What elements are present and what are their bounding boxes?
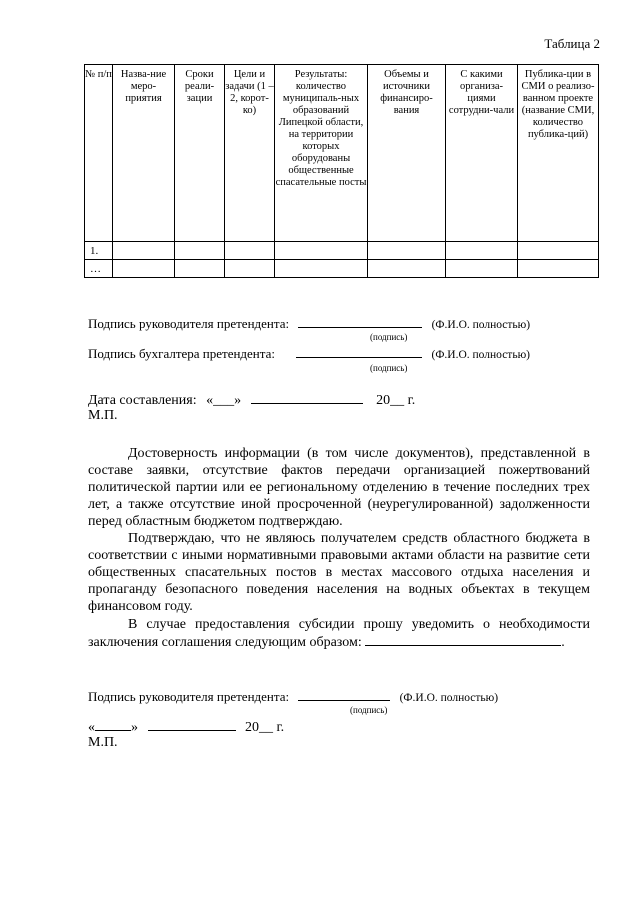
table-cell[interactable]: [275, 260, 368, 278]
accountant-signature-field[interactable]: [296, 345, 422, 358]
report-table: [84, 64, 599, 278]
non-recipient-paragraph: Подтверждаю, что не являюсь получателем средств областного бюджета в соответствии с иными нормативными правовыми актами области на развитие сети общественных спасательных постов в местах массового отдыха населения и пропаганду безопасного поведения населения на водных объектах в текущем финансовом году.: [88, 531, 590, 614]
date-label: Дата составления:: [88, 393, 197, 408]
table-cell[interactable]: [518, 242, 599, 260]
accountant-sign-hint: (подпись): [370, 363, 408, 373]
date-month-field[interactable]: [251, 391, 363, 404]
header-event-name: Назва-ние меро-приятия: [113, 65, 175, 242]
notification-method-field[interactable]: [365, 633, 561, 646]
head-fio-hint: (Ф.И.О. полностью): [431, 319, 531, 331]
table-cell[interactable]: [225, 260, 275, 278]
head-sign-hint: (подпись): [370, 332, 408, 342]
footer-signature-line: [88, 688, 498, 705]
table-row: [85, 260, 599, 278]
table-cell[interactable]: [446, 260, 518, 278]
accountant-signature-line: [88, 345, 530, 362]
date-year: 20__ г.: [376, 393, 416, 408]
footer-sign-hint: (подпись): [350, 705, 388, 715]
table-cell[interactable]: [113, 242, 175, 260]
footer-quote-close: »: [131, 720, 138, 735]
header-number: № п/п: [85, 65, 113, 242]
date-line: [88, 391, 415, 409]
notification-paragraph: В случае предоставления субсидии прошу уведомить о необходимости заключения соглашения следующим образом: .: [88, 617, 590, 650]
table-cell[interactable]: [275, 242, 368, 260]
footer-month-field[interactable]: [148, 718, 236, 731]
head-signature-field[interactable]: [298, 315, 422, 328]
header-partners: С какими организа-циями сотрудни-чали: [446, 65, 518, 242]
table-cell[interactable]: [446, 242, 518, 260]
table-cell[interactable]: …: [85, 260, 113, 278]
head-signature-label: Подпись руководителя претендента:: [88, 316, 290, 331]
footer-signature-label: Подпись руководителя претендента:: [88, 689, 290, 704]
footer-day-field[interactable]: [95, 718, 131, 731]
table-caption: Таблица 2: [544, 36, 600, 51]
header-funding: Объемы и источники финансиро-вания: [368, 65, 446, 242]
table-cell[interactable]: [368, 260, 446, 278]
header-goals: Цели и задачи (1 – 2, корот-ко): [225, 65, 275, 242]
header-results: Результаты: количество муниципаль-ных образований Липецкой области, на территории которых оборудованы общественные спасательные посты: [275, 65, 368, 242]
table-cell[interactable]: 1.: [85, 242, 113, 260]
notification-text: В случае предоставления субсидии прошу уведомить о необходимости заключения соглашения следующим образом:: [88, 617, 590, 650]
footer-signature-field[interactable]: [298, 688, 390, 701]
table-cell[interactable]: [175, 242, 225, 260]
head-signature-line: [88, 315, 530, 332]
header-publications: Публика-ции в СМИ о реализо-ванном проекте (название СМИ, количество публика-ций): [518, 65, 599, 242]
accountant-fio-hint: (Ф.И.О. полностью): [431, 349, 530, 361]
accountant-signature-label: Подпись бухгалтера претендента:: [88, 346, 275, 361]
table-cell[interactable]: [113, 260, 175, 278]
table-cell[interactable]: [518, 260, 599, 278]
date-day-field[interactable]: «___»: [206, 393, 242, 408]
footer-year: 20__ г.: [245, 720, 285, 735]
table-cell[interactable]: [175, 260, 225, 278]
footer-fio-hint: (Ф.И.О. полностью): [399, 692, 499, 704]
table-cell[interactable]: [368, 242, 446, 260]
footer-quote-open: «: [88, 720, 95, 735]
table-cell[interactable]: [225, 242, 275, 260]
header-terms: Сроки реали-зации: [175, 65, 225, 242]
footer-seal-label: М.П.: [88, 735, 118, 750]
seal-label: М.П.: [88, 408, 118, 423]
confirmation-paragraph: Достоверность информации (в том числе документов), представленной в составе заявки, отсутствие фактов передачи организацией пожертвований политической партии или ее региональному отделению в течение последних трех лет, а также отсутствие иной просроченной (неурегулированной) задолженности перед областным бюджетом подтверждаю.: [88, 446, 590, 529]
footer-date-line: [88, 718, 284, 736]
table-row: [85, 242, 599, 260]
